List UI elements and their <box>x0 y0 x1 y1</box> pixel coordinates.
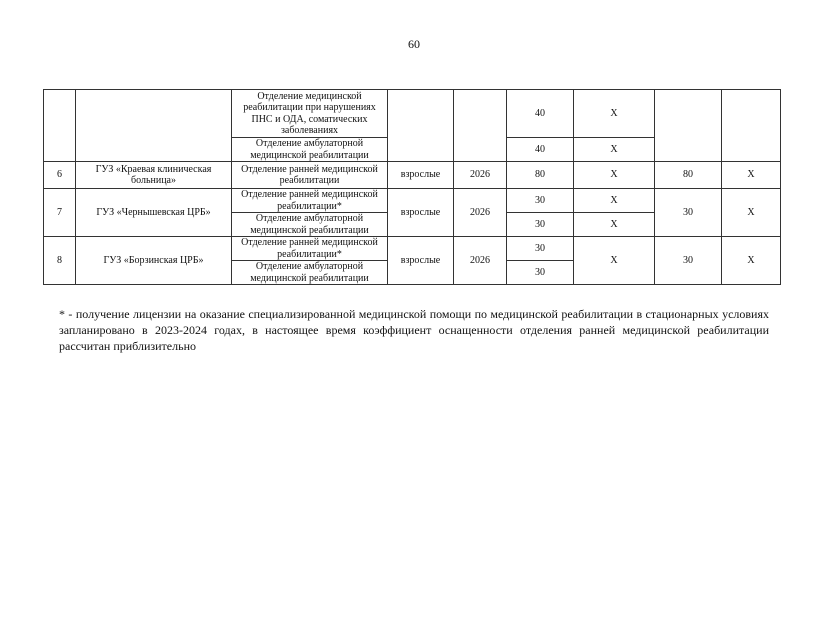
x-mark-cell: Х <box>722 162 781 189</box>
beds-cell: 30 <box>507 189 574 213</box>
beds-cell: 30 <box>507 237 574 261</box>
row-number-cell: 7 <box>44 189 76 237</box>
x-mark-cell: Х <box>574 189 655 213</box>
table-row <box>44 90 781 138</box>
footnote: * - получение лицензии на оказание специализированной медицинской помощи по медицинской реабилитации в стационарных условиях запланировано в 2023-2024 годах, в настоящее время коэффициент оснащенности отделения ранней медицинской реабилитации рассчитан приблизительно <box>59 307 769 353</box>
organization-cell <box>76 90 232 162</box>
beds-cell: 40 <box>507 138 574 162</box>
x-mark-cell: Х <box>574 213 655 237</box>
year-cell: 2026 <box>454 237 507 285</box>
year-cell: 2026 <box>454 189 507 237</box>
x-mark-cell: Х <box>722 189 781 237</box>
x-mark-cell: Х <box>574 138 655 162</box>
x-mark-cell <box>722 90 781 162</box>
x-mark-cell: Х <box>574 162 655 189</box>
x-mark-cell: Х <box>574 90 655 138</box>
beds-cell: 30 <box>507 261 574 285</box>
x-mark-cell: Х <box>574 237 655 285</box>
beds-cell: 80 <box>507 162 574 189</box>
row-number-cell: 6 <box>44 162 76 189</box>
row-number-cell: 8 <box>44 237 76 285</box>
total-beds-cell: 80 <box>655 162 722 189</box>
table-row <box>44 237 781 261</box>
age-group-cell: взрослые <box>388 237 454 285</box>
beds-cell: 40 <box>507 90 574 138</box>
total-beds-cell: 30 <box>655 189 722 237</box>
age-group-cell: взрослые <box>388 162 454 189</box>
total-beds-cell <box>655 90 722 162</box>
table-row <box>44 189 781 213</box>
organization-cell: ГУЗ «Борзинская ЦРБ» <box>76 237 232 285</box>
page-number: 60 <box>408 37 420 51</box>
department-cell: Отделение амбулаторной медицинской реабилитации <box>232 213 388 237</box>
age-group-cell: взрослые <box>388 189 454 237</box>
department-cell: Отделение медицинской реабилитации при нарушениях ПНС и ОДА, соматических заболеваниях <box>232 90 388 138</box>
department-cell: Отделение амбулаторной медицинской реабилитации <box>232 138 388 162</box>
beds-cell: 30 <box>507 213 574 237</box>
department-cell: Отделение амбулаторной медицинской реабилитации <box>232 261 388 285</box>
department-cell: Отделение ранней медицинской реабилитации* <box>232 189 388 213</box>
row-number-cell <box>44 90 76 162</box>
x-mark-cell: Х <box>722 237 781 285</box>
organization-cell: ГУЗ «Чернышевская ЦРБ» <box>76 189 232 237</box>
table-row <box>44 162 781 189</box>
rehab-departments-table <box>43 89 781 285</box>
total-beds-cell: 30 <box>655 237 722 285</box>
organization-cell: ГУЗ «Краевая клиническая больница» <box>76 162 232 189</box>
year-cell <box>454 90 507 162</box>
department-cell: Отделение ранней медицинской реабилитации* <box>232 237 388 261</box>
age-group-cell <box>388 90 454 162</box>
year-cell: 2026 <box>454 162 507 189</box>
department-cell: Отделение ранней медицинской реабилитации <box>232 162 388 189</box>
